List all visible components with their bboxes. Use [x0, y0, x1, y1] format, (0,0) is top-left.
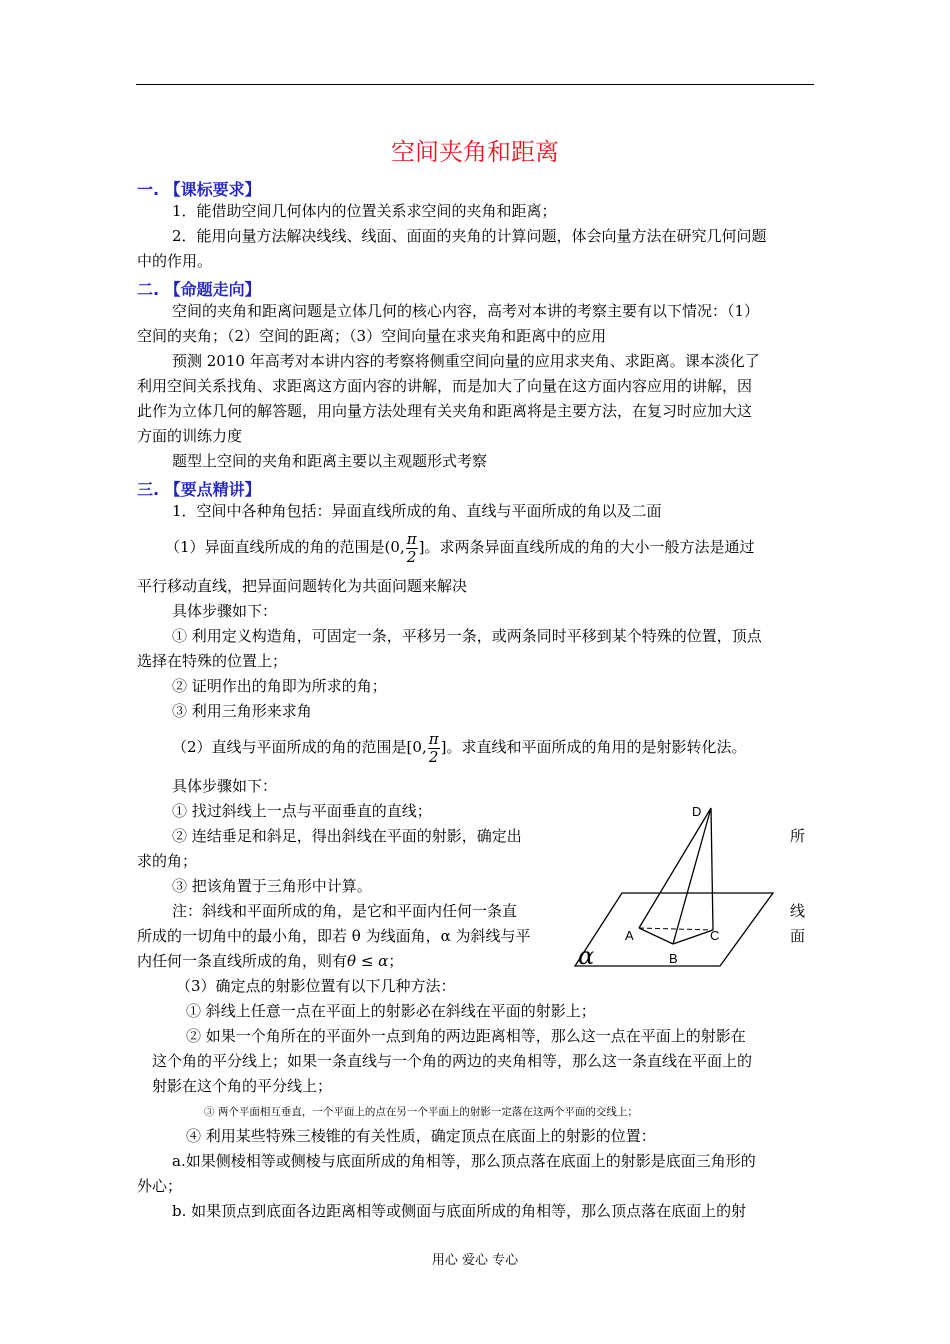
- section-heading-2: 二. 【命题走向】: [137, 280, 261, 299]
- text-line: 求的角；: [137, 852, 198, 870]
- text-line: ④ 利用某些特殊三棱锥的有关性质，确定顶点在底面上的射影的位置：: [186, 1127, 656, 1145]
- text-line: 1．能借助空间几何体内的位置关系求空间的夹角和距离；: [172, 202, 557, 220]
- text-line: ② 证明作出的角即为所求的角；: [172, 677, 387, 695]
- text-line: 线: [790, 902, 806, 920]
- label-d: D: [692, 804, 702, 819]
- page-footer: 用心 爱心 专心: [431, 1253, 519, 1268]
- text-line-with-formula: [165, 526, 754, 568]
- formula-range-2: [406, 729, 447, 766]
- edge-db: [673, 808, 711, 944]
- edge-dc: [711, 808, 713, 930]
- text-segment: （2）直线与平面所成的角的范围是: [172, 738, 407, 756]
- fraction-pi-over-2: [428, 731, 440, 766]
- text-line: 注：斜线和平面所成的角，是它和平面内任何一条直: [172, 902, 518, 920]
- formula-part: ]: [440, 738, 447, 756]
- text-line: ① 找过斜线上一点与平面垂直的直线；: [172, 802, 432, 820]
- text-segment: 。求直线和平面所成的角用的是射影转化法。: [446, 738, 747, 756]
- text-line: 具体步骤如下：: [172, 602, 278, 620]
- label-a: A: [625, 928, 634, 943]
- text-line: 所成的一切角中的最小角，即若 θ 为线面角，α 为斜线与平: [137, 927, 531, 945]
- section-heading-1: 一. 【课标要求】: [137, 180, 261, 199]
- text-line: 此作为立体几何的解答题，用向量方法处理有关夹角和距离将是主要方法，在复习时应加大这: [137, 402, 753, 420]
- edge-bc: [673, 930, 713, 944]
- edge-ab: [639, 928, 673, 944]
- text-line: 射影在这个角的平分线上；: [152, 1077, 333, 1095]
- label-c: C: [710, 928, 720, 943]
- text-line: 外心；: [137, 1177, 183, 1195]
- fraction-numerator: π: [406, 529, 417, 548]
- fraction-pi-over-2: [406, 531, 418, 566]
- text-segment: （1）异面直线所成的角的范围是: [165, 538, 385, 556]
- geometry-figure: [570, 798, 790, 978]
- text-line: 面: [790, 927, 806, 945]
- formula-inequality: θ ≤ α: [347, 952, 389, 970]
- text-line: 1．空间中各种角包括：异面直线所成的角、直线与平面所成的角以及二面: [172, 502, 662, 520]
- text-line: 平行移动直线，把异面问题转化为共面问题来解决: [137, 577, 468, 595]
- text-line: 具体步骤如下：: [172, 777, 278, 795]
- text-segment: 内任何一条直线所成的角，则有: [137, 952, 348, 970]
- fraction-numerator: π: [428, 729, 439, 748]
- text-line-with-formula: [137, 952, 403, 970]
- text-line: b. 如果顶点到底面各边距离相等或侧面与底面所成的角相等，那么顶点落在底面上的射: [172, 1202, 747, 1220]
- text-line: 利用空间关系找角、求距离这方面内容的讲解，而是加大了向量在这方面内容应用的讲解，因: [137, 377, 753, 395]
- text-line: （3）确定点的射影位置有以下几种方法：: [176, 977, 456, 995]
- text-line: 所: [790, 827, 806, 845]
- label-alpha: α: [578, 942, 595, 970]
- formula-part: ]: [418, 538, 425, 556]
- text-line: 预测 2010 年高考对本讲内容的考察将侧重空间向量的应用求夹角、求距离。课本淡化了: [172, 352, 760, 370]
- text-segment: 。求两条异面直线所成的角的大小一般方法是通过: [424, 538, 755, 556]
- text-line: 方面的训练力度: [137, 427, 243, 445]
- text-line: a.如果侧棱相等或侧棱与底面所成的角相等，那么顶点落在底面上的射影是底面三角形的: [172, 1152, 756, 1170]
- text-line: ② 连结垂足和斜足，得出斜线在平面的射影，确定出: [172, 827, 522, 845]
- text-line: 题型上空间的夹角和距离主要以主观题形式考察: [172, 452, 488, 470]
- text-line: 选择在特殊的位置上；: [137, 652, 288, 670]
- header-rule: [136, 84, 814, 85]
- text-line: ① 利用定义构造角，可固定一条，平移另一条，或两条同时平移到某个特殊的位置，顶点: [172, 627, 762, 645]
- section-heading-3: 三. 【要点精讲】: [137, 480, 261, 499]
- text-line-small: ③ 两个平面相互垂直，一个平面上的点在另一个平面上的射影一定落在这两个平面的交线上；: [204, 1106, 638, 1118]
- text-line: ③ 把该角置于三角形中计算。: [172, 877, 372, 895]
- page-title: 空间夹角和距离: [391, 138, 559, 166]
- edge-ac-hidden: [639, 928, 713, 930]
- edge-da: [639, 808, 711, 928]
- formula-part: [0,: [406, 738, 427, 756]
- text-line: 这个角的平分线上；如果一条直线与一个角的两边的夹角相等，那么这一条直线在平面上的: [152, 1052, 753, 1070]
- text-segment: ；: [388, 952, 404, 970]
- fraction-denominator: 2: [428, 747, 439, 766]
- text-line-with-formula: [172, 726, 746, 768]
- text-line: 2．能用向量方法解决线线、线面、面面的夹角的计算问题，体会向量方法在研究几何问题: [172, 227, 767, 245]
- formula-range-1: [384, 529, 425, 566]
- text-line: 中的作用。: [137, 252, 213, 270]
- text-line: ① 斜线上任意一点在平面上的射影必在斜线在平面的射影上；: [186, 1002, 596, 1020]
- formula-part: (0,: [384, 538, 405, 556]
- text-line: ② 如果一个角所在的平面外一点到角的两边距离相等，那么这一点在平面上的射影在: [186, 1027, 746, 1045]
- fraction-denominator: 2: [406, 547, 417, 566]
- label-b: B: [669, 951, 678, 966]
- text-line: 空间的夹角和距离问题是立体几何的核心内容，高考对本讲的考察主要有以下情况：（1）: [172, 302, 760, 320]
- text-line: ③ 利用三角形来求角: [172, 702, 312, 720]
- text-line: 空间的夹角；（2）空间的距离；（3）空间向量在求夹角和距离中的应用: [137, 327, 607, 345]
